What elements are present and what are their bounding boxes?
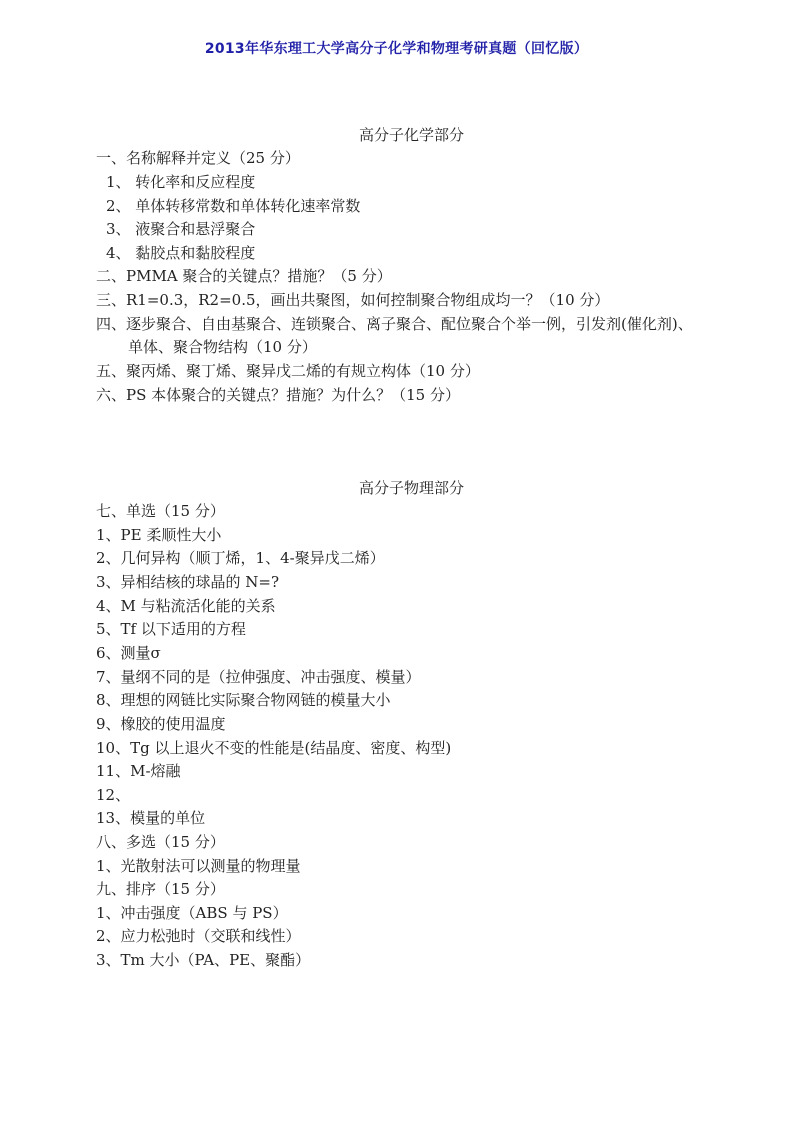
part2-line: 9、橡胶的使用温度 xyxy=(96,715,226,733)
part1-line: 五、聚丙烯、聚丁烯、聚异戊二烯的有规立构体（10 分） xyxy=(96,362,480,380)
part1-line: 1、 转化率和反应程度 xyxy=(106,173,256,191)
part2-line: 6、测量σ xyxy=(96,644,161,662)
part2-line: 八、多选（15 分） xyxy=(96,833,225,851)
part2-line: 七、单选（15 分） xyxy=(96,502,225,520)
section-heading-polymer-physics: 高分子物理部分 xyxy=(358,479,464,497)
part1-line: 三、R1=0.3，R2=0.5，画出共聚图，如何控制聚合物组成均一？（10 分） xyxy=(96,291,610,309)
part2-line: 1、PE 柔顺性大小 xyxy=(96,526,222,544)
part1-line: 四、逐步聚合、自由基聚合、连锁聚合、离子聚合、配位聚合个举一例，引发剂(催化剂)、 xyxy=(96,315,693,333)
part2-line: 4、M 与粘流活化能的关系 xyxy=(96,597,276,615)
part2-line: 5、Tf 以下适用的方程 xyxy=(96,620,246,638)
part1-line: 二、PMMA 聚合的关键点？措施？（5 分） xyxy=(96,267,392,285)
document-title: 2013年华东理工大学高分子化学和物理考研真题（回忆版） xyxy=(204,41,589,57)
part2-line: 2、应力松弛时（交联和线性） xyxy=(96,927,301,945)
part2-line: 10、Tg 以上退火不变的性能是(结晶度、密度、构型) xyxy=(96,739,452,757)
part2-line: 8、理想的网链比实际聚合物网链的模量大小 xyxy=(96,691,391,709)
part2-line: 1、冲击强度（ABS 与 PS） xyxy=(96,904,288,922)
part2-line: 九、排序（15 分） xyxy=(96,880,225,898)
section-heading-polymer-chemistry: 高分子化学部分 xyxy=(358,126,464,144)
part1-line: 一、名称解释并定义（25 分） xyxy=(96,149,300,167)
part1-line: 六、PS 本体聚合的关键点？措施？为什么？（15 分） xyxy=(96,386,460,404)
part2-line: 1、光散射法可以测量的物理量 xyxy=(96,857,301,875)
part2-line: 2、几何异构（顺丁烯，1、4-聚异戊二烯） xyxy=(96,549,385,567)
part2-line: 3、Tm 大小（PA、PE、聚酯） xyxy=(96,951,311,969)
part2-line: 12、 xyxy=(96,786,131,804)
part2-line: 13、模量的单位 xyxy=(96,809,206,827)
part1-line: 3、 液聚合和悬浮聚合 xyxy=(106,220,256,238)
part2-line: 7、量纲不同的是（拉伸强度、冲击强度、模量） xyxy=(96,668,421,686)
part1-line: 单体、聚合物结构（10 分） xyxy=(128,338,317,356)
part1-line: 2、 单体转移常数和单体转化速率常数 xyxy=(106,197,361,215)
part2-line: 11、M-熔融 xyxy=(96,762,181,780)
part1-line: 4、 黏胶点和黏胶程度 xyxy=(106,244,256,262)
part2-line: 3、异相结核的球晶的 N=? xyxy=(96,573,280,591)
